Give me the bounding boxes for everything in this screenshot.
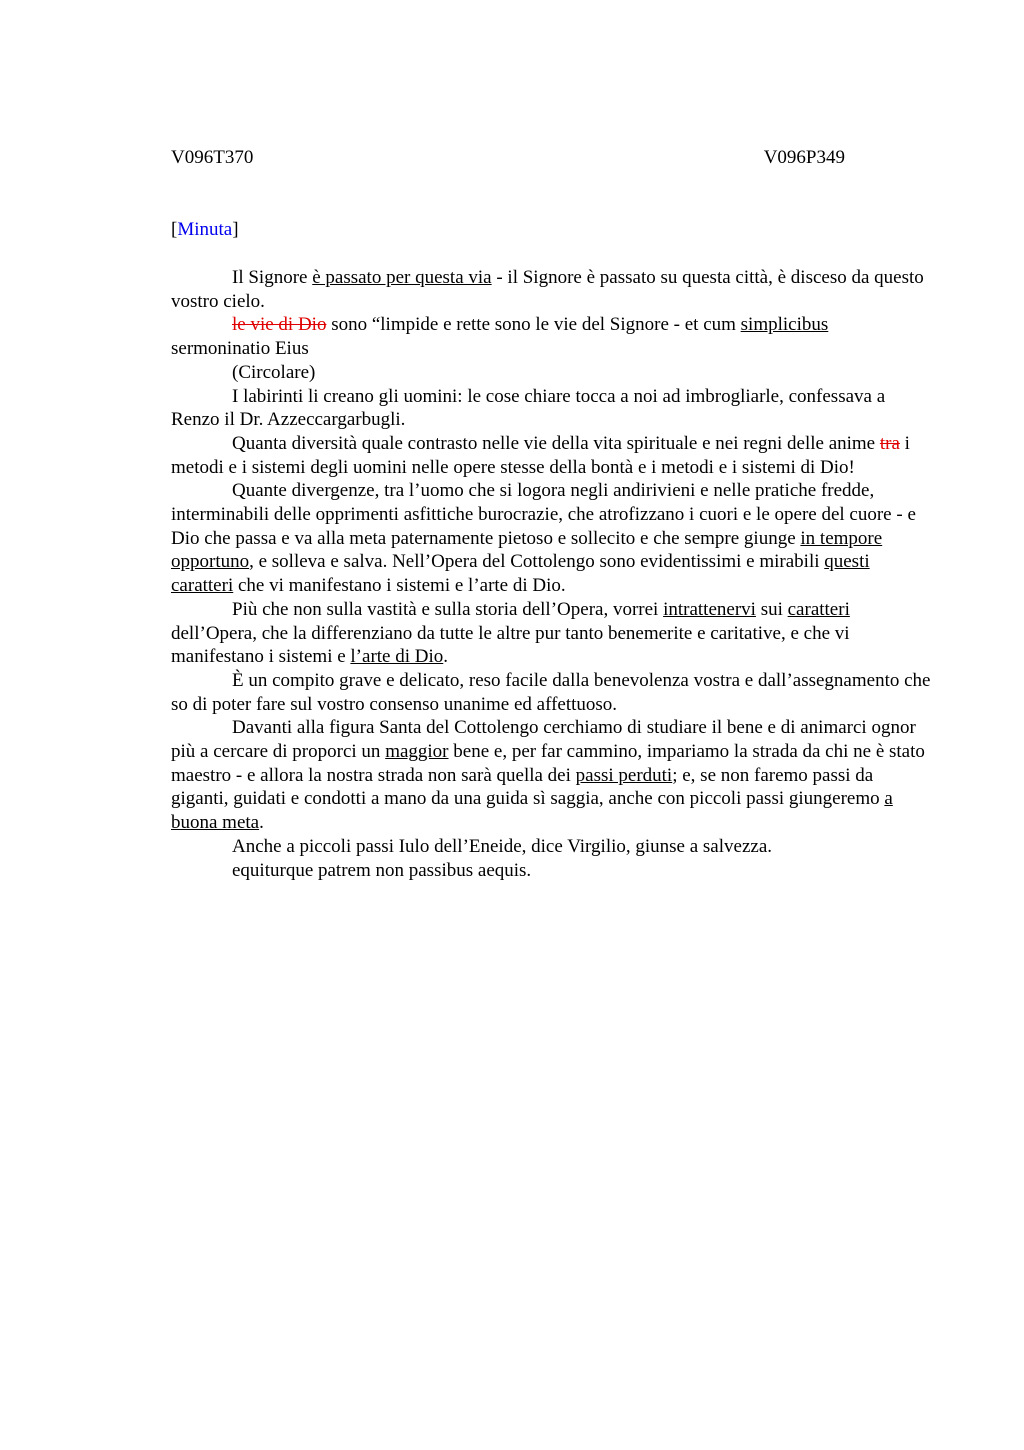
- paragraph: [171, 716, 931, 835]
- underlined-phrase: l’arte di Dio: [350, 646, 444, 668]
- paragraph-text: Anche a piccoli passi Iulo dell’Eneide, dice Virgilio, giunse a salvezza.: [232, 835, 773, 857]
- deleted-phrase: le vie di Dio: [232, 314, 327, 336]
- minuta-link[interactable]: Minuta: [177, 219, 233, 240]
- paragraph-text: (Circolare): [232, 361, 316, 383]
- document-body: [171, 266, 931, 882]
- underlined-phrase: questi caratteri: [171, 551, 870, 597]
- underlined-phrase: caratteri: [787, 598, 850, 620]
- document-code-right: V096P349: [763, 147, 845, 168]
- paragraph: [171, 479, 931, 598]
- paragraph-text: bene e, per far cammino, impariamo la strada da chi ne è stato maestro - e allora la nostra strada non sarà quella dei: [171, 741, 925, 786]
- paragraph: [171, 432, 931, 479]
- underlined-phrase: a buona meta: [171, 788, 893, 834]
- paragraph-text: È un compito grave e delicato, reso facile dalla benevolenza vostra e dall’assegnamento che so di poter fare sul vostro consenso unanime ed affettuoso.: [171, 669, 931, 715]
- paragraph-text: Il Signore: [232, 267, 313, 288]
- paragraph-text: ; e, se non faremo passi da giganti, guidati e condotti a mano da una guida sì saggia, anche con piccoli passi giungeremo: [171, 764, 885, 810]
- page-header: [171, 146, 845, 170]
- paragraph-text: .: [259, 812, 264, 834]
- paragraph: [171, 385, 931, 432]
- paragraph-text: I labirinti li creano gli uomini: le cose chiare tocca a noi ad imbrogliarle, confessava a Renzo il Dr. Azzeccargarbugli.: [171, 385, 886, 431]
- paragraph: [171, 313, 931, 360]
- minuta-close-bracket: ]: [232, 219, 239, 240]
- paragraph: [171, 859, 931, 883]
- paragraph-text: Quanta diversità quale contrasto nelle vie della vita spirituale e nei regni delle anime: [232, 432, 880, 454]
- paragraph-text: - il Signore è passato su questa città, è disceso da questo vostro cielo.: [171, 267, 924, 312]
- paragraph-text: sermoninatio Eius: [171, 338, 309, 360]
- underlined-phrase: in tempore opportuno: [171, 527, 883, 573]
- paragraph-text: .: [443, 646, 449, 668]
- paragraph-text: sui: [755, 598, 788, 620]
- underlined-phrase: intrattenervi: [663, 598, 756, 620]
- paragraph-text: che vi manifestano i sistemi e l’arte di Dio.: [233, 575, 566, 597]
- paragraph-text: sono “limpide e rette sono le vie del Signore - et cum: [326, 314, 741, 336]
- paragraph-text: equiturque patrem non passibus aequis.: [232, 859, 532, 881]
- deleted-phrase: tra: [879, 432, 900, 454]
- document-code-left: V096T370: [171, 147, 254, 168]
- paragraph: [171, 669, 931, 716]
- underlined-phrase: è passato per questa via: [312, 267, 492, 288]
- paragraph-text: dell’Opera, che la differenziano da tutte le altre pur tanto benemerite e caritative, e che vi manifestano i sistemi e: [171, 622, 850, 668]
- underlined-phrase: maggior: [385, 741, 449, 763]
- paragraph-text: Più che non sulla vastità e sulla storia dell’Opera, vorrei: [232, 598, 664, 620]
- paragraph-text: , e solleva e salva. Nell’Opera del Cottolengo sono evidentissimi e mirabili: [249, 551, 825, 573]
- paragraph-text: Quante divergenze, tra l’uomo che si logora negli andirivieni e nelle pratiche fredde, interminabili delle opprimenti asfittiche burocrazie, che atrofizzano i cuori e le opere del cuore - e Dio che passa e va alla meta paternamente pietoso e sollecito e che sempre giunge: [171, 480, 916, 549]
- minuta-label: [171, 218, 239, 242]
- underlined-phrase: passi perduti: [575, 764, 673, 786]
- paragraph-text: Davanti alla figura Santa del Cottolengo cerchiamo di studiare il bene e di animarci ognor più a cercare di proporci un: [171, 717, 916, 763]
- paragraph: [171, 266, 931, 313]
- minuta-open-bracket: [: [171, 219, 178, 240]
- paragraph-text: i metodi e i sistemi degli uomini nelle opere stesse della bontà e i metodi e i sistemi di Dio!: [171, 432, 910, 478]
- underlined-phrase: simplicibus: [740, 314, 829, 336]
- paragraph: [171, 835, 931, 859]
- paragraph: [171, 598, 931, 669]
- paragraph: [171, 361, 931, 385]
